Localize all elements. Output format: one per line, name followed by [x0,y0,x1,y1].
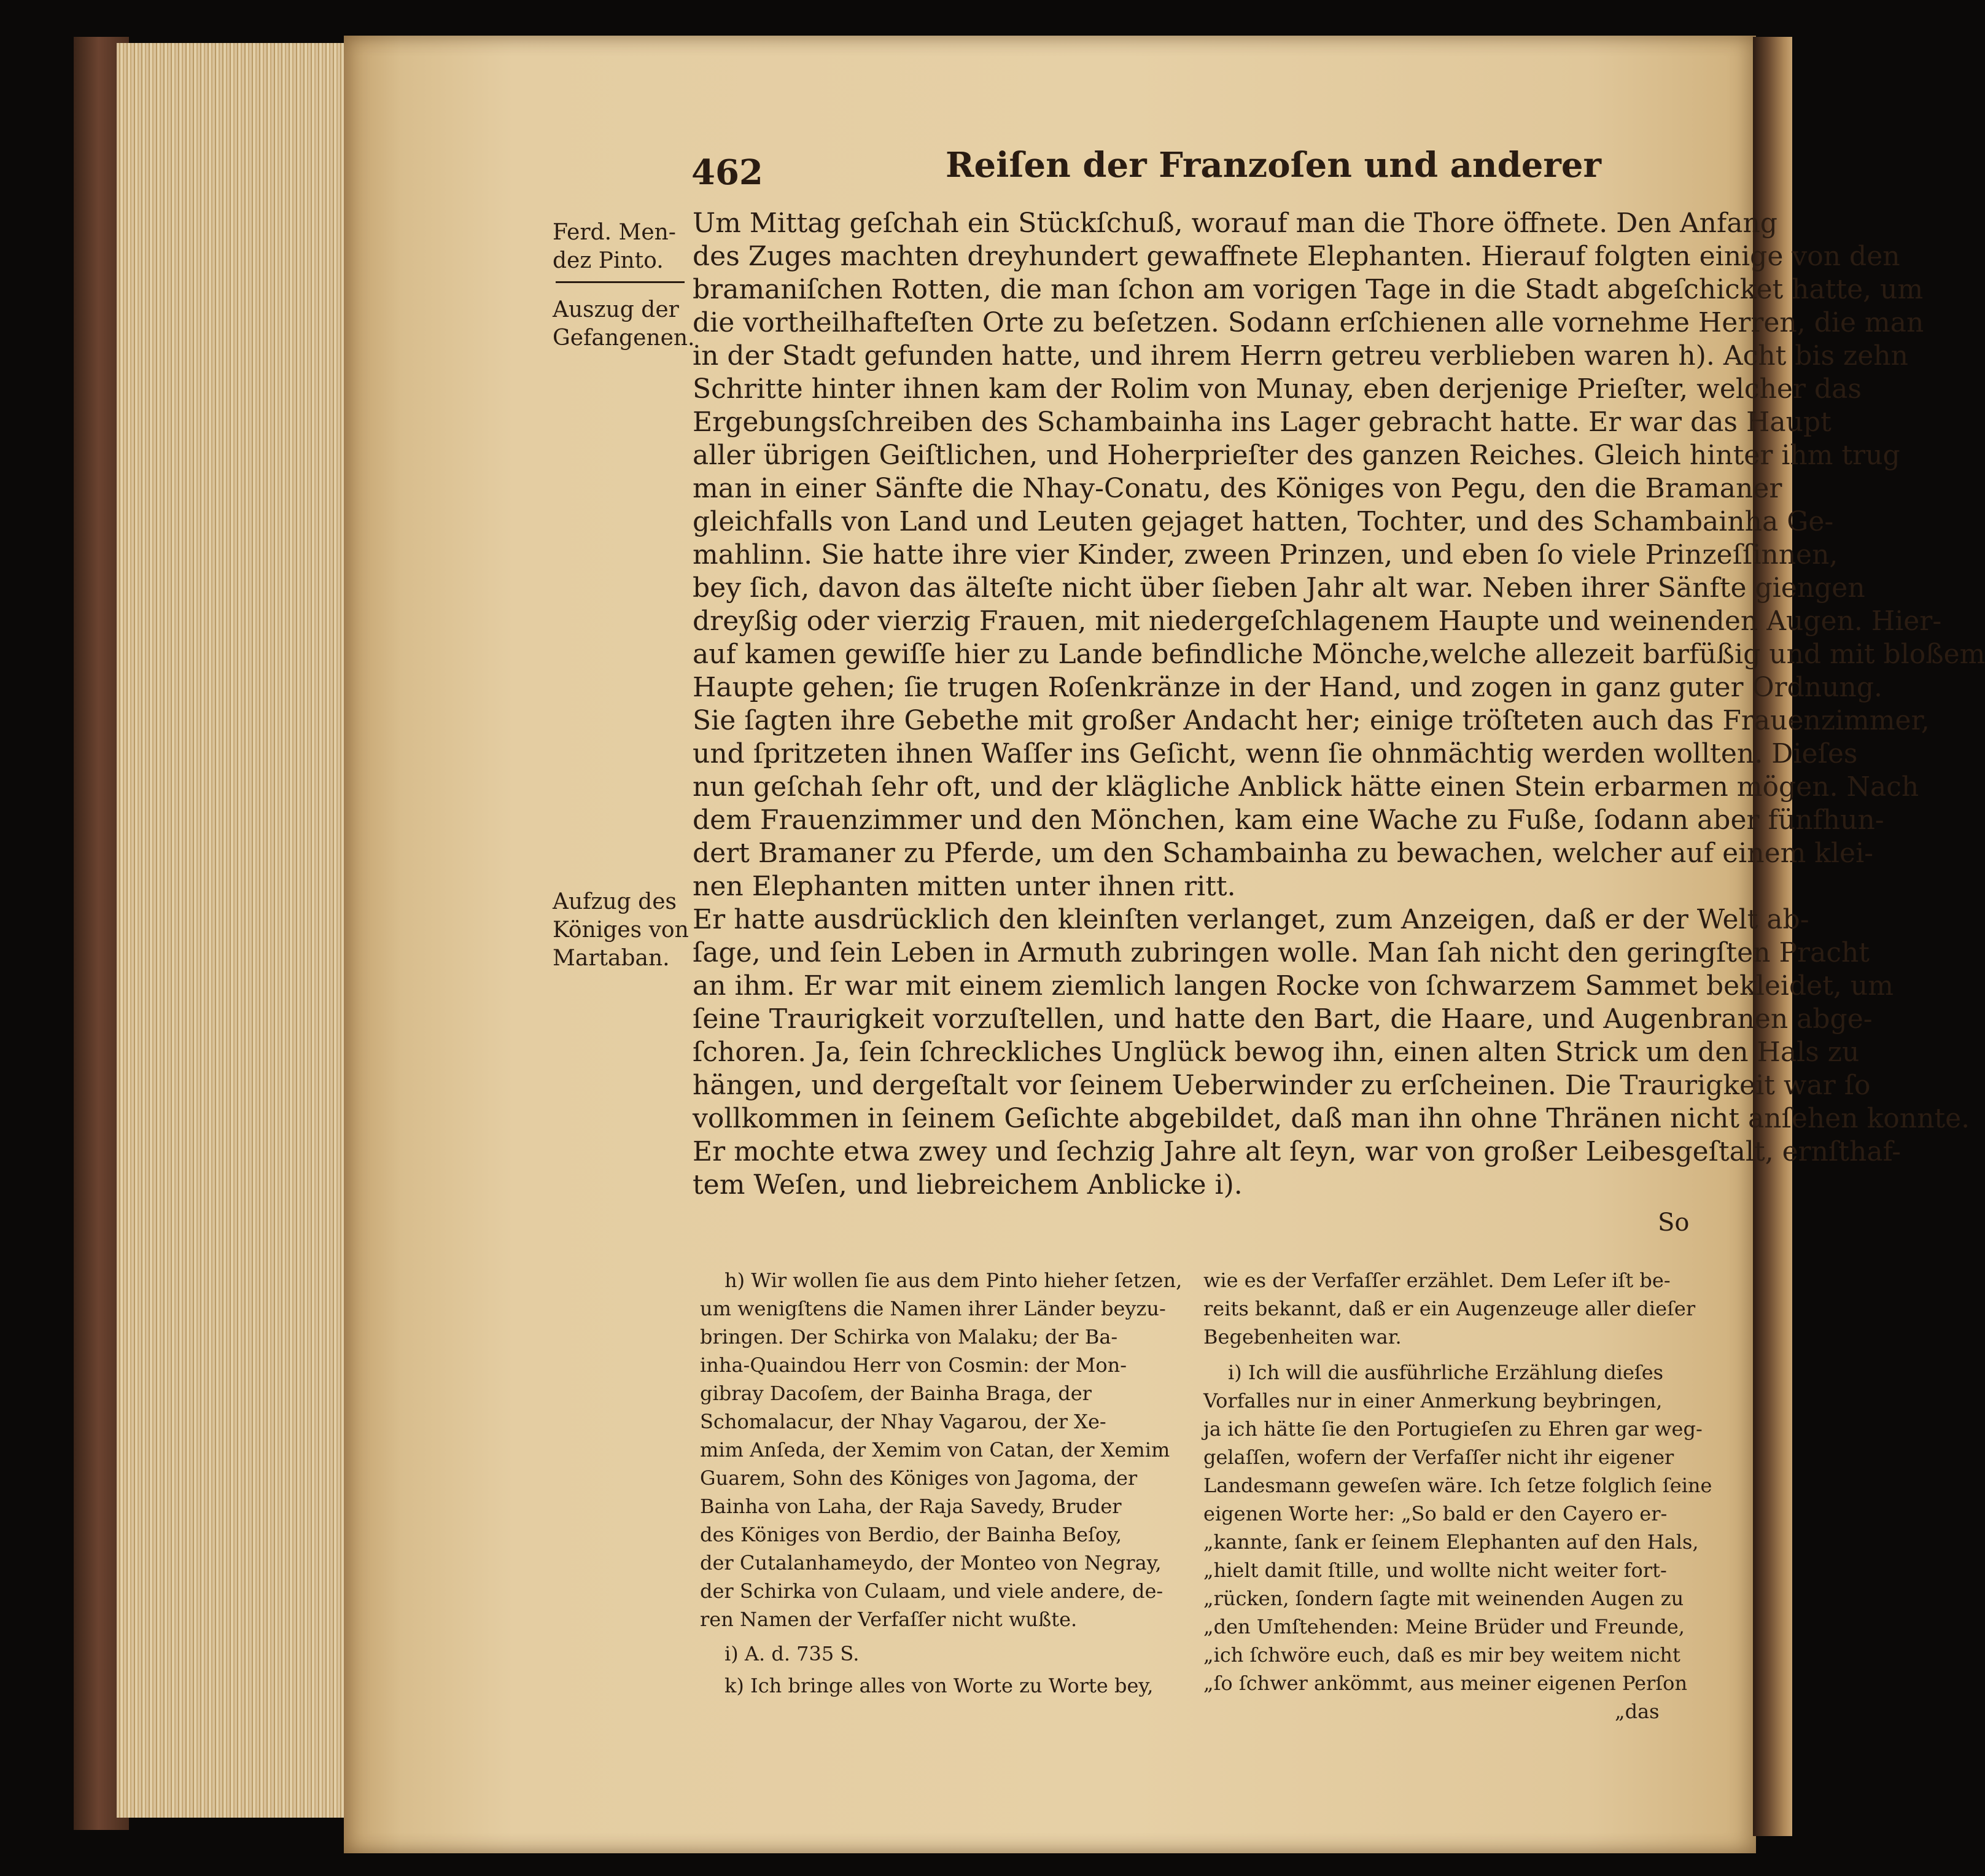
footnote-line: Schomalacur, der Nhay Vagarou, der Xe- [700,1410,1106,1433]
body-line: tem Weſen, und liebreichem Anblicke i). [693,1169,1243,1201]
footnote-line: „ich ſchwöre euch, daß es mir bey weitem nicht [1203,1643,1680,1667]
sidenote-line: Aufzug des [553,889,677,914]
body-line: dem Frauenzimmer und den Mönchen, kam eine Wache zu Fuße, ſodann aber fünfhun- [693,804,1884,836]
page-leaves-stack [117,43,350,1818]
catchword: So [1658,1209,1690,1237]
body-line: an ihm. Er war mit einem ziemlich langen Rocke von ſchwarzem Sammet bekleidet, um [693,970,1894,1002]
body-line: die vortheilhafteſten Orte zu beſetzen. Sodann erſchienen alle vornehme Herren, die man [693,307,1924,338]
footnote-line: „rücken, ſondern ſagte mit weinenden Augen zu [1203,1587,1684,1610]
footnote-line: „das [1615,1700,1660,1723]
footnote-line: des Königes von Berdio, der Bainha Beſoy, [700,1523,1122,1546]
footnote-line: reits bekannt, daß er ein Augenzeuge aller dieſer [1203,1297,1696,1320]
footnote-line: inha-Quaindou Herr von Cosmin: der Mon- [700,1353,1127,1377]
body-line: Er hatte ausdrücklich den kleinſten verlanget, zum Anzeigen, daß er der Welt ab- [693,904,1809,935]
body-line: vollkommen in ſeinem Geſichte abgebildet, daß man ihn ohne Thränen nicht anſehen konnte. [693,1103,1970,1134]
body-line: nen Elephanten mitten unter ihnen ritt. [693,871,1236,902]
page-number: 462 [691,152,763,193]
body-line: Er mochte etwa zwey und ſechzig Jahre alt ſeyn, war von großer Leibesgeſtalt, ernſthaf- [693,1136,1901,1167]
footnote-line: gibray Dacoſem, der Bainha Braga, der [700,1382,1092,1405]
body-line: dert Bramaner zu Pferde, um den Schambainha zu bewachen, welcher auf einem klei- [693,838,1874,869]
body-line: ſchoren. Ja, ſein ſchreckliches Unglück bewog ihn, einen alten Strick um den Hals zu [693,1037,1860,1068]
sidenote-line: dez Pinto. [553,248,664,273]
footnote-line: Begebenheiten war. [1203,1325,1402,1349]
body-line: auf kamen gewiſſe hier zu Lande befindliche Mönche,welche allezeit barfüßig und mit bloßem [693,639,1985,670]
footnote-line: um wenigſtens die Namen ihrer Länder beyzu- [700,1297,1166,1320]
footnote-line: mim Anſeda, der Xemim von Catan, der Xemim [700,1438,1170,1461]
sidenote-line: Gefangenen. [553,325,695,351]
body-line: nun geſchah ſehr oft, und der klägliche Anblick hätte einen Stein erbarmen mögen. Nach [693,771,1919,803]
body-line: hängen, und dergeſtalt vor ſeinem Ueberwinder zu erſcheinen. Die Traurigkeit war ſo [693,1070,1871,1101]
body-line: und ſpritzeten ihnen Waſſer ins Geſicht, wenn ſie ohnmächtig werden wollten. Dieſes [693,738,1858,769]
footnote-line: i) A. d. 735 S. [724,1642,860,1665]
body-line: dreyßig oder vierzig Frauen, mit niedergeſchlagenem Haupte und weinenden Augen. Hier- [693,605,1942,637]
footnote-line: gelaſſen, wofern der Verfaſſer nicht ihr eigener [1203,1446,1674,1469]
footnote-line: „hielt damit ſtille, und wollte nicht weiter fort- [1203,1559,1667,1582]
footnote-line: k) Ich bringe alles von Worte zu Worte bey, [724,1674,1154,1697]
footnote-line: bringen. Der Schirka von Malaku; der Ba- [700,1325,1118,1349]
body-line: aller übrigen Geiſtlichen, und Hoherprieſter des ganzen Reiches. Gleich hinter ihm trug [693,440,1900,471]
running-title: Reiſen der Franzoſen und anderer [946,145,1602,185]
footnote-line: „ſo ſchwer ankömmt, aus meiner eigenen Perſon [1203,1672,1688,1695]
footnote-line: eigenen Worte her: „So bald er den Cayero er- [1203,1502,1668,1525]
footnote-line: Guarem, Sohn des Königes von Jagoma, der [700,1466,1138,1490]
sidenote-line: Auszug der [553,297,679,322]
sidenote-line: Ferd. Men- [553,220,676,245]
body-line: Haupte gehen; ſie trugen Roſenkränze in der Hand, und zogen in ganz guter Ordnung. [693,672,1882,703]
footnote-line: ren Namen der Verfaſſer nicht wußte. [700,1608,1078,1631]
body-line: man in einer Sänfte die Nhay-Conatu, des Königes von Pegu, den die Bramaner [693,473,1782,504]
footnote-line: der Cutalanhameydo, der Monteo von Negray, [700,1551,1162,1574]
body-line: Sie ſagten ihre Gebethe mit großer Andacht her; einige tröſteten auch das Frauenzimmer, [693,705,1930,736]
body-line: Schritte hinter ihnen kam der Rolim von Munay, eben derjenige Prieſter, welcher das [693,373,1862,405]
body-line: bey ſich, davon das älteſte nicht über ſieben Jahr alt war. Neben ihrer Sänfte giengen [693,572,1865,604]
footnote-line: wie es der Verfaſſer erzählet. Dem Leſer iſt be- [1203,1269,1671,1292]
sidenote-rule [556,281,685,283]
body-line: ſage, und ſein Leben in Armuth zubringen wolle. Man ſah nicht den geringſten Pracht [693,937,1870,968]
body-line: bramaniſchen Rotten, die man ſchon am vorigen Tage in die Stadt abgeſchicket hatte, um [693,274,1924,305]
body-line: ſeine Traurigkeit vorzuſtellen, und hatte den Bart, die Haare, und Augenbranen abge- [693,1003,1873,1035]
footnote-line: Bainha von Laha, der Raja Savedy, Bruder [700,1495,1122,1518]
sidenote-line: Königes von [553,917,689,943]
footnote-line: Landesmann geweſen wäre. Ich ſetze folglich ſeine [1203,1474,1712,1497]
body-line: des Zuges machten dreyhundert gewaffnete Elephanten. Hierauf folgten einige von den [693,241,1900,272]
body-line: Ergebungsſchreiben des Schambainha ins Lager gebracht hatte. Er war das Haupt [693,407,1832,438]
footnote-line: „kannte, ſank er ſeinem Elephanten auf den Hals, [1203,1530,1699,1554]
footnote-line: der Schirka von Culaam, und viele andere, de- [700,1579,1163,1603]
body-line: in der Stadt gefunden hatte, und ihrem Herrn getreu verblieben waren h). Acht bis zehn [693,340,1908,372]
footnote-line: Vorfalles nur in einer Anmerkung beybringen, [1203,1389,1663,1412]
footnote-line: ja ich hätte ſie den Portugieſen zu Ehren gar weg- [1203,1417,1703,1441]
body-line: Um Mittag geſchah ein Stückſchuß, worauf man die Thore öffnete. Den Anfang [693,208,1777,239]
footnote-line: h) Wir wollen ſie aus dem Pinto hieher ſetzen, [724,1269,1183,1292]
footnote-line: „den Umſtehenden: Meine Brüder und Freunde, [1203,1615,1685,1638]
footnote-line: i) Ich will die ausführliche Erzählung dieſes [1228,1361,1664,1384]
body-line: mahlinn. Sie hatte ihre vier Kinder, zween Prinzen, und eben ſo viele Prinzeſſinnen, [693,539,1838,570]
sidenote-line: Martaban. [553,946,670,971]
body-line: gleichfalls von Land und Leuten gejaget hatten, Tochter, und des Schambainha Ge- [693,506,1834,537]
